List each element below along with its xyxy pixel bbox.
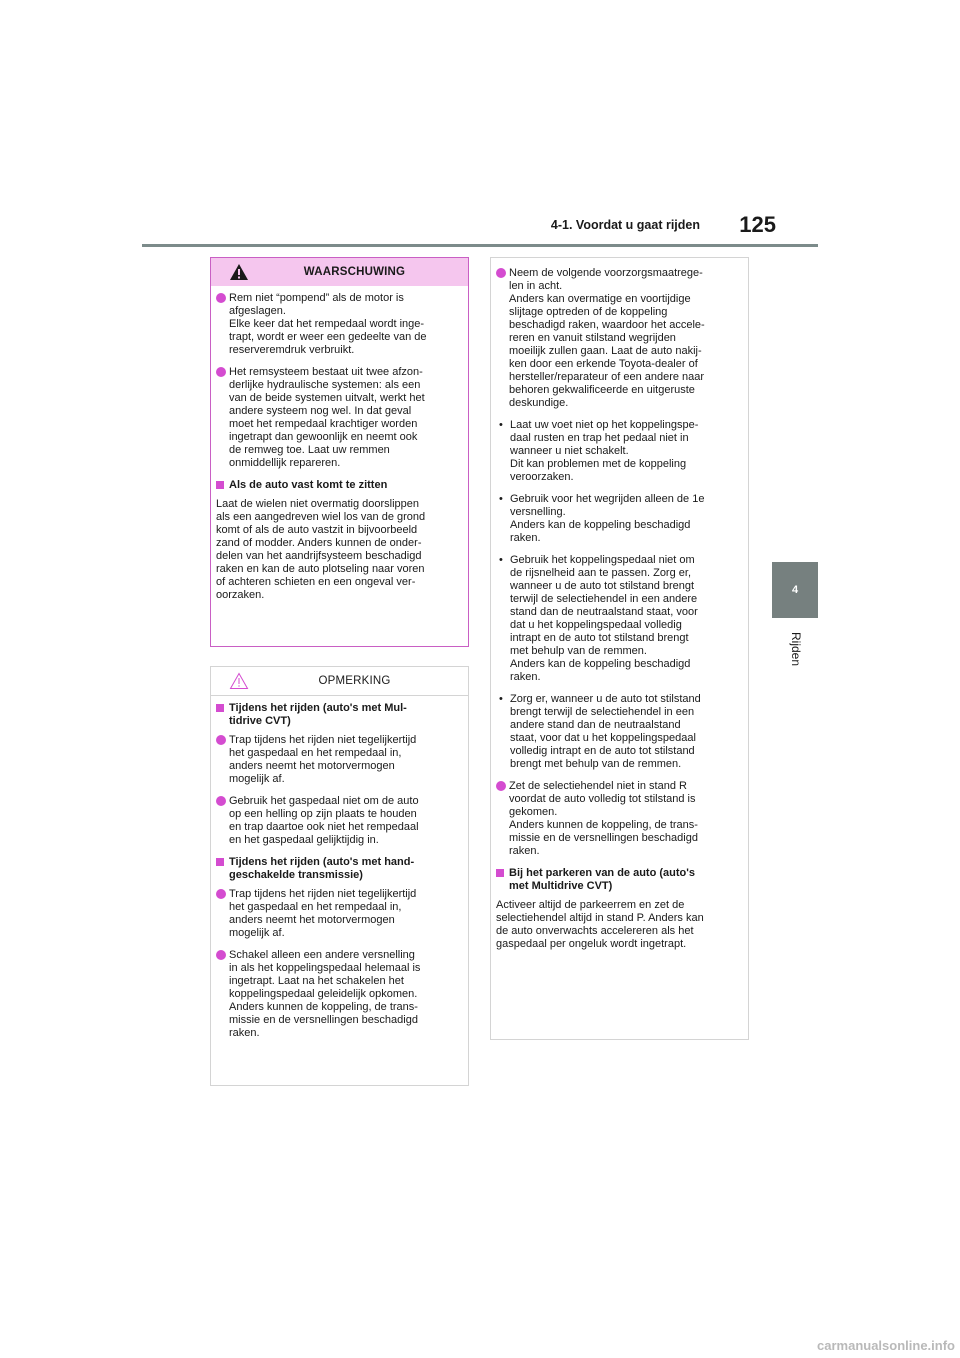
list-item — [496, 780, 742, 858]
text-line: brengt met behulp van de remmen. — [510, 758, 682, 770]
note-heading: OPMERKING — [318, 675, 391, 687]
bullet-icon — [216, 889, 226, 899]
text-line: dat u het koppelingspedaal volledig — [510, 619, 682, 631]
text-line: terwijl de selectiehendel in een andere — [510, 593, 698, 605]
text-line: raken. — [510, 532, 541, 544]
text-line: oorzaken. — [216, 589, 265, 601]
text-line: gaspedaal per ongeluk wordt ingetrapt. — [496, 938, 687, 950]
text-line: als een aangedreven wiel los van de grond — [216, 511, 426, 523]
text-line: Neem de volgende voorzorgsmaatrege- — [509, 267, 703, 279]
square-bullet-icon — [216, 481, 224, 489]
text-line: andere systeem nog wel. In dat geval — [229, 405, 412, 417]
text-line: Rem niet “pompend” als de motor is — [229, 292, 404, 304]
continued-note-box — [490, 257, 749, 1040]
text-line: derlijke hydraulische systemen: als een — [229, 379, 421, 391]
subheading — [496, 867, 742, 893]
chapter-label-text: Rijden — [789, 632, 803, 667]
paragraph — [216, 498, 462, 602]
text-line: Zet de selectiehendel niet in stand R — [509, 780, 687, 792]
bullet-icon — [216, 367, 226, 377]
text-line: of achteren schieten en een ongeval ver- — [216, 576, 416, 588]
text-line: reserveremdruk verbruikt. — [229, 344, 355, 356]
text-line: Trap tijdens het rijden niet tegelijkertijd — [229, 888, 417, 900]
bullet-icon — [496, 268, 506, 278]
text-line: stand dan de neutraalstand staat, voor — [510, 606, 698, 618]
list-item — [496, 554, 742, 684]
text-line: brengt terwijl de selectiehendel in een — [510, 706, 695, 718]
text-line: voordat de auto volledig tot stilstand is — [509, 793, 696, 805]
text-line: veroorzaken. — [510, 471, 574, 483]
caution-triangle-icon — [229, 672, 249, 690]
square-bullet-icon — [496, 869, 504, 877]
list-item — [496, 267, 742, 410]
list-item — [216, 734, 462, 786]
warning-heading: WAARSCHUWING — [303, 266, 406, 278]
list-item — [216, 949, 462, 1040]
text-line: raken. — [229, 1027, 260, 1039]
square-bullet-icon — [216, 704, 224, 712]
text-line: intrapt en de auto tot stilstand brengt — [510, 632, 689, 644]
note-box — [210, 666, 469, 1086]
dot-bullet-icon: • — [499, 419, 503, 431]
square-bullet-icon — [216, 858, 224, 866]
text-line: andere stand dan de neutraalstand — [510, 719, 681, 731]
header-divider — [142, 244, 818, 247]
bullet-icon — [496, 781, 506, 791]
text-line: mogelijk af. — [229, 773, 285, 785]
text-line: Tijdens het rijden (auto's met hand- — [229, 856, 415, 868]
text-line: komt of als de auto vastzit in bijvoorbeeld — [216, 524, 418, 536]
text-line: Gebruik het koppelingspedaal niet om — [510, 554, 695, 566]
text-line: wanneer u niet schakelt. — [510, 445, 629, 457]
text-line: afgeslagen. — [229, 305, 286, 317]
text-line: wanneer u de auto tot stilstand brengt — [510, 580, 695, 592]
section-title: 4-1. Voordat u gaat rijden — [550, 218, 700, 232]
text-line: moeilijk zullen gaan. Laat de auto nakij- — [509, 345, 702, 357]
text-line: Activeer altijd de parkeerrem en zet de — [496, 899, 685, 911]
text-line: Gebruik voor het wegrijden alleen de 1e — [510, 493, 705, 505]
text-line: en trap daartoe ook niet het rempedaal — [229, 821, 419, 833]
text-line: anders neemt het motorvermogen — [229, 914, 395, 926]
text-line: koppelingspedaal geleidelijk opkomen. — [229, 988, 418, 1000]
list-item — [216, 795, 462, 847]
warning-box — [210, 257, 469, 647]
subheading — [216, 479, 462, 492]
text-line: Anders kan overmatige en voortijdige — [509, 293, 691, 305]
chapter-label — [782, 632, 808, 692]
text-line: Elke keer dat het rempedaal wordt inge- — [229, 318, 425, 330]
text-line: van de beide systemen uitvalt, werkt het — [229, 392, 425, 404]
text-line: len in acht. — [509, 280, 563, 292]
list-item — [496, 493, 742, 545]
text-line: ingetrapt dan gewoonlijk en neemt ook — [229, 431, 418, 443]
text-line: in als het koppelingspedaal helemaal is — [229, 962, 421, 974]
text-line: raken. — [510, 671, 541, 683]
list-item — [496, 419, 742, 484]
bullet-icon — [216, 950, 226, 960]
list-item — [216, 888, 462, 940]
text-line: mogelijk af. — [229, 927, 285, 939]
warning-header — [211, 258, 468, 286]
text-line: deskundige. — [509, 397, 569, 409]
text-line: Schakel alleen een andere versnelling — [229, 949, 415, 961]
text-line: Laat uw voet niet op het koppelingspe- — [510, 419, 699, 431]
text-line: Bij het parkeren van de auto (auto's — [509, 867, 695, 879]
text-line: missie en de versnellingen beschadigd — [229, 1014, 418, 1026]
text-line: behoren gekwalificeerde en uitgeruste — [509, 384, 695, 396]
chapter-tab[interactable] — [772, 562, 818, 618]
text-line: selectiehendel altijd in stand P. Anders kan — [496, 912, 704, 924]
text-line: anders neemt het motorvermogen — [229, 760, 395, 772]
bullet-icon — [216, 735, 226, 745]
dot-bullet-icon: • — [499, 554, 503, 566]
text-line: hersteller/reparateur of een andere naar — [509, 371, 705, 383]
note-header — [211, 667, 468, 696]
text-line: Anders kunnen de koppeling, de trans- — [509, 819, 698, 831]
text-line: versnelling. — [510, 506, 566, 518]
text-line: beschadigd raken, waardoor het accele- — [509, 319, 705, 331]
text-line: Zorg er, wanneer u de auto tot stilstand — [510, 693, 701, 705]
text-line: gekomen. — [509, 806, 558, 818]
warning-triangle-icon — [229, 263, 249, 281]
text-line: de auto onverwachts accelereren als het — [496, 925, 694, 937]
text-line: met behulp van de remmen. — [510, 645, 647, 657]
chapter-number: 4 — [791, 584, 799, 596]
text-line: ken door een erkende Toyota-dealer of — [509, 358, 698, 370]
watermark: carmanualsonline.info — [817, 1338, 955, 1353]
text-line: Anders kan de koppeling beschadigd — [510, 658, 691, 670]
text-line: slijtage optreden of de koppeling — [509, 306, 668, 318]
text-line: het gaspedaal en het rempedaal in, — [229, 901, 402, 913]
subheading — [216, 856, 462, 882]
text-line: volledig intrapt en de auto tot stilstand — [510, 745, 695, 757]
text-line: reren en vanuit stilstand wegrijden — [509, 332, 676, 344]
text-line: Laat de wielen niet overmatig doorslippen — [216, 498, 420, 510]
text-line: onmiddellijk repareren. — [229, 457, 341, 469]
text-line: Trap tijdens het rijden niet tegelijkertijd — [229, 734, 417, 746]
text-line: ingetrapt. Laat na het schakelen het — [229, 975, 404, 987]
bullet-icon — [216, 796, 226, 806]
text-line: Anders kan de koppeling beschadigd — [510, 519, 691, 531]
subheading — [216, 702, 462, 728]
text-line: Het remsysteem bestaat uit twee afzon- — [229, 366, 423, 378]
text-line: raken en kan de auto plotseling naar voren — [216, 563, 425, 575]
text-line: daal rusten en trap het pedaal niet in — [510, 432, 689, 444]
text-line: zand of modder. Anders kunnen de onder- — [216, 537, 422, 549]
text-line: raken. — [509, 845, 540, 857]
text-line: op een helling op zijn plaats te houden — [229, 808, 417, 820]
bullet-icon — [216, 293, 226, 303]
page-number: 125 — [739, 212, 776, 237]
text-line: tidrive CVT) — [229, 715, 291, 727]
paragraph — [496, 899, 742, 951]
dot-bullet-icon: • — [499, 493, 503, 505]
dot-bullet-icon: • — [499, 693, 503, 705]
list-item — [496, 693, 742, 771]
text-line: Tijdens het rijden (auto's met Mul- — [229, 702, 407, 714]
text-line: en het gaspedaal gelijktijdig in. — [229, 834, 379, 846]
text-line: Dit kan problemen met de koppeling — [510, 458, 687, 470]
text-line: de rijsnelheid aan te passen. Zorg er, — [510, 567, 692, 579]
text-line: Als de auto vast komt te zitten — [229, 479, 388, 491]
text-line: met Multidrive CVT) — [509, 880, 613, 892]
text-line: moet het rempedaal krachtiger worden — [229, 418, 418, 430]
text-line: missie en de versnellingen beschadigd — [509, 832, 698, 844]
list-item — [216, 292, 462, 357]
text-line: staat, voor dat u het koppelingspedaal — [510, 732, 696, 744]
text-line: Anders kunnen de koppeling, de trans- — [229, 1001, 418, 1013]
list-item — [216, 366, 462, 470]
text-line: delen van het aandrijfsysteem beschadigd — [216, 550, 422, 562]
text-line: trapt, wordt er weer een gedeelte van de — [229, 331, 427, 343]
text-line: de remweg toe. Laat uw remmen — [229, 444, 390, 456]
text-line: geschakelde transmissie) — [229, 869, 363, 881]
text-line: Gebruik het gaspedaal niet om de auto — [229, 795, 419, 807]
text-line: het gaspedaal en het rempedaal in, — [229, 747, 402, 759]
